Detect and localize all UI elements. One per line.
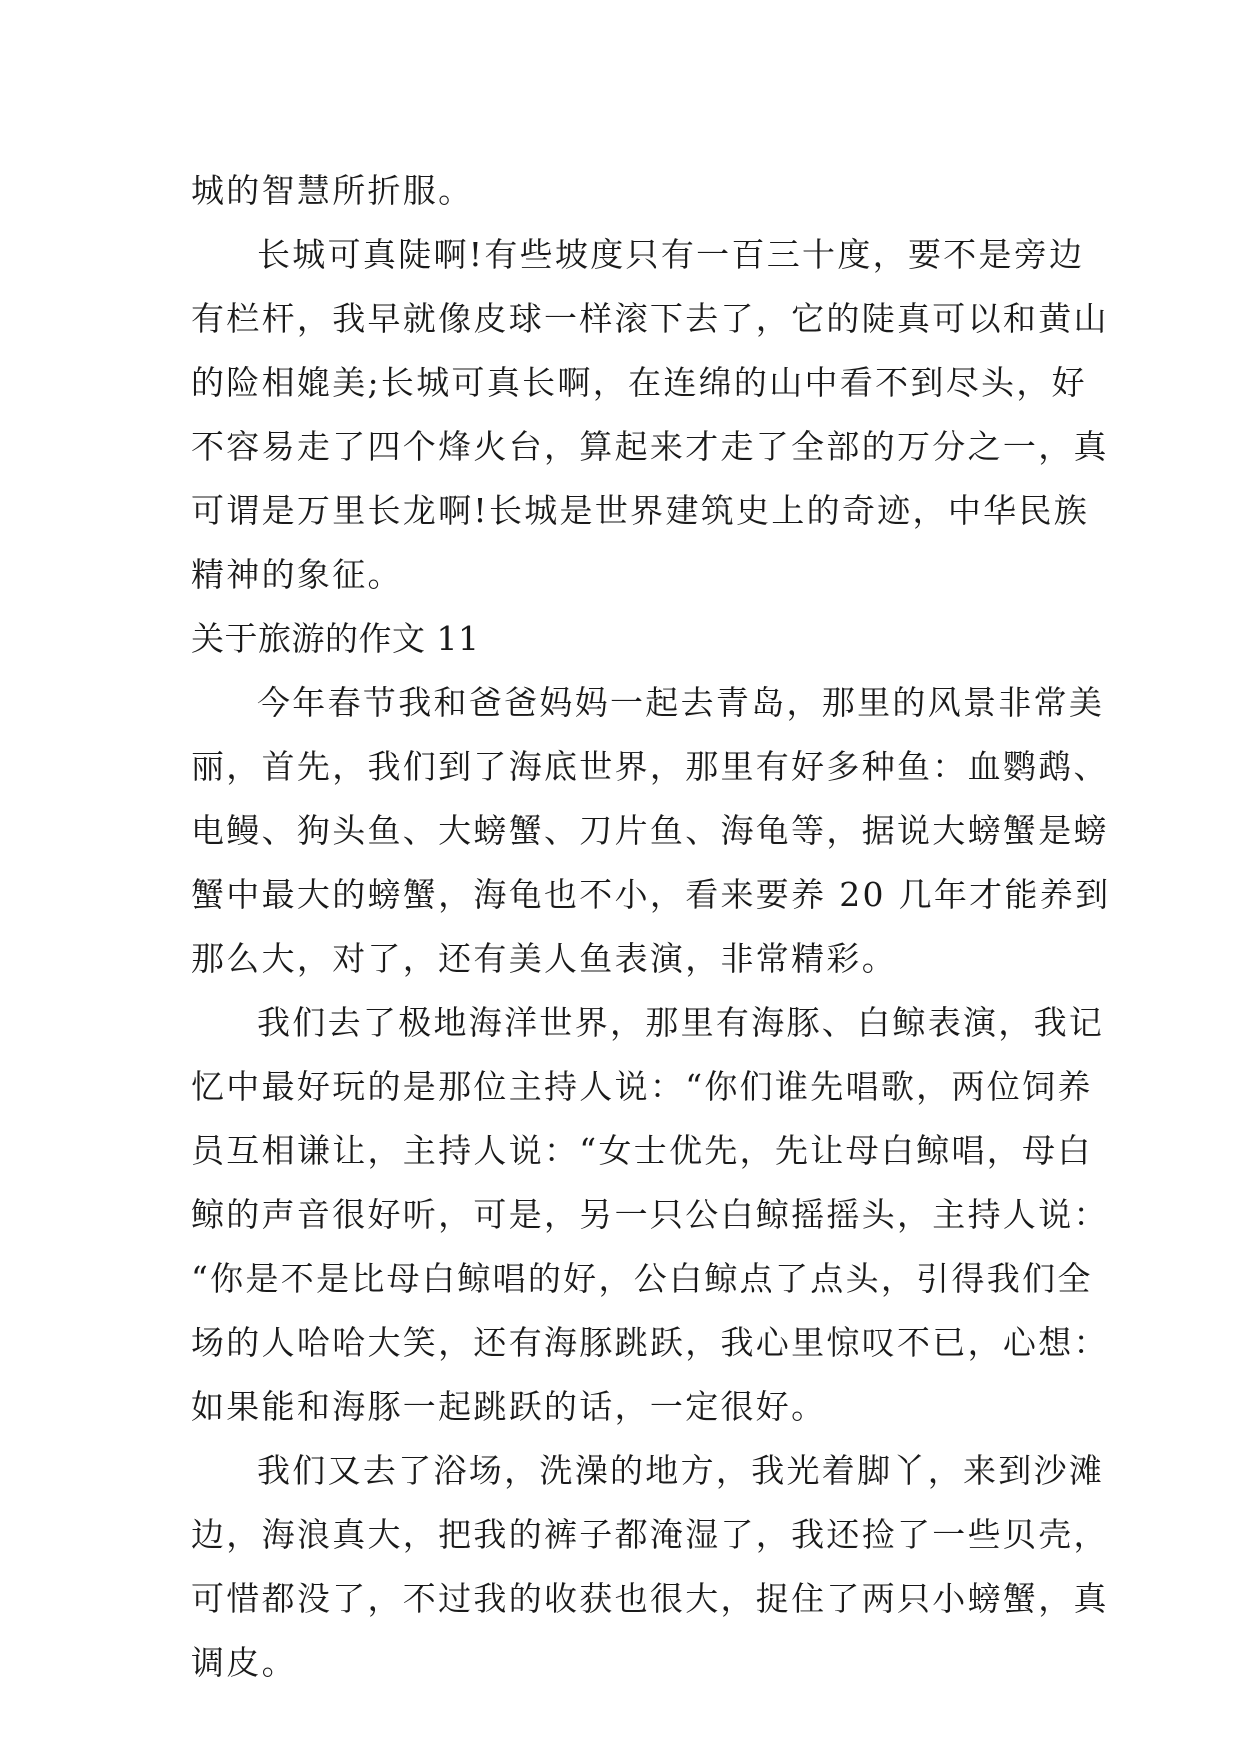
text-line: 我们去了极地海洋世界，那里有海豚、白鲸表演，我记 [257,1003,1105,1042]
text-line: 蟹中最大的螃蟹，海龟也不小，看来要养 20 几年才能养到 [191,875,1111,914]
text-line: 边，海浪真大，把我的裤子都淹湿了，我还捡了一些贝壳， [191,1515,1109,1554]
document-body [191,159,1111,1695]
text-line: 员互相谦让，主持人说：“女士优先，先让母白鲸唱，母白 [191,1131,1093,1170]
text-line: 可谓是万里长龙啊!长城是世界建筑史上的奇迹，中华民族 [191,491,1090,530]
text-line: 丽，首先，我们到了海底世界，那里有好多种鱼：血鹦鹉、 [191,747,1109,786]
text-line: 有栏杆，我早就像皮球一样滚下去了，它的陡真可以和黄山 [191,299,1109,338]
text-line: “你是不是比母白鲸唱的好，公白鲸点了点头，引得我们全 [191,1259,1093,1298]
text-line: 不容易走了四个烽火台，算起来才走了全部的万分之一，真 [191,427,1109,466]
text-line: 精神的象征。 [191,555,403,594]
text-line: 鲸的声音很好听，可是，另一只公白鲸摇摇头，主持人说： [191,1195,1109,1234]
text-line: 今年春节我和爸爸妈妈一起去青岛，那里的风景非常美 [257,683,1105,722]
text-line: 城的智慧所折服。 [191,171,474,210]
text-line: 那么大，对了，还有美人鱼表演，非常精彩。 [191,939,897,978]
text-line: 调皮。 [191,1643,297,1682]
text-line: 长城可真陡啊!有些坡度只有一百三十度，要不是旁边 [257,235,1085,274]
text-line: 可惜都没了，不过我的收获也很大，捉住了两只小螃蟹，真 [191,1579,1109,1618]
text-line: 场的人哈哈大笑，还有海豚跳跃，我心里惊叹不已，心想： [191,1323,1109,1362]
section-heading: 关于旅游的作文 11 [191,619,480,658]
text-line: 的险相媲美;长城可真长啊，在连绵的山中看不到尽头，好 [191,363,1087,402]
text-line: 如果能和海豚一起跳跃的话，一定很好。 [191,1387,827,1426]
text-line: 电鳗、狗头鱼、大螃蟹、刀片鱼、海龟等，据说大螃蟹是螃 [191,811,1109,850]
text-line: 我们又去了浴场，洗澡的地方，我光着脚丫，来到沙滩 [257,1451,1105,1490]
text-line: 忆中最好玩的是那位主持人说：“你们谁先唱歌，两位饲养 [191,1067,1093,1106]
